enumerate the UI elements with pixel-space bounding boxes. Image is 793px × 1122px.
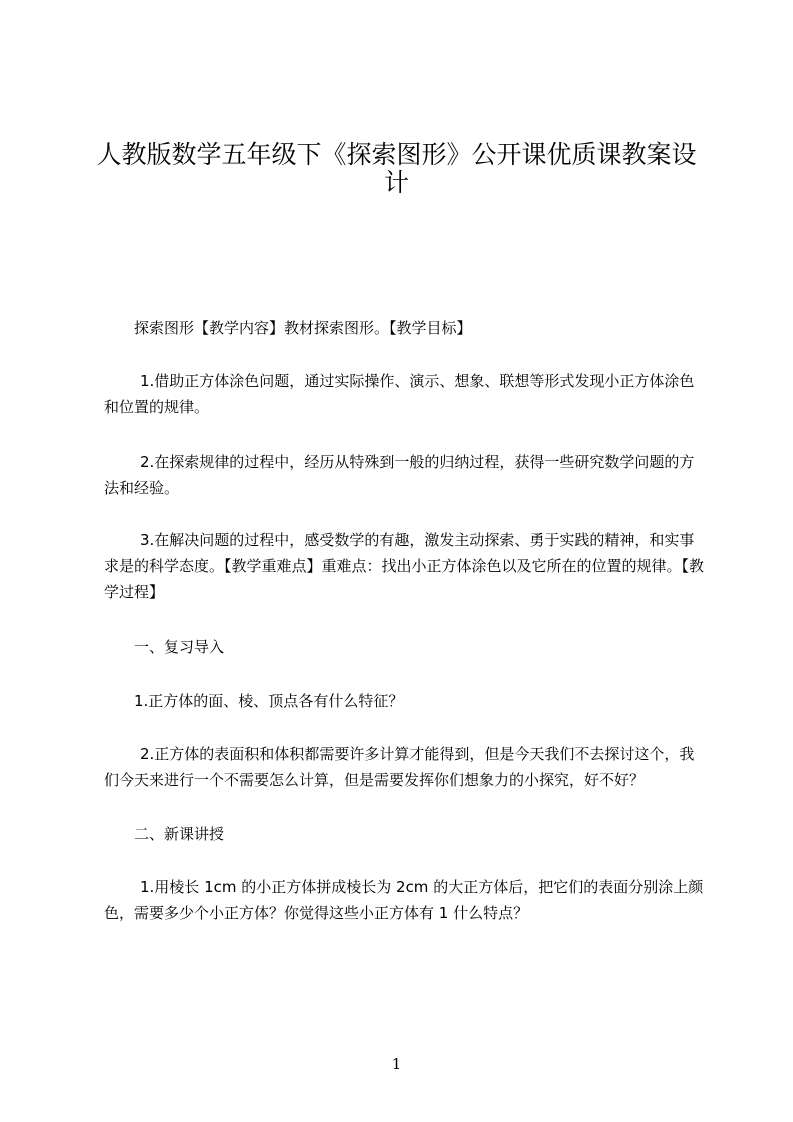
document-title: 人教版数学五年级下《探索图形》公开课优质课教案设计 <box>96 140 697 197</box>
paragraph-text: 一、复习导入 <box>134 638 225 656</box>
paragraph-objective-2 <box>104 449 704 501</box>
paragraph-text: 3.在解决问题的过程中，感受数学的有趣，激发主动探索、勇于实践的精神，和实事求是的科学态度。【教学重难点】重难点：找出小正方体涂色以及它所在的位置的规律。【教学过程】 <box>104 531 705 601</box>
section-heading-new-lesson <box>104 821 704 847</box>
paragraph-text: 2.正方体的表面积和体积都需要许多计算才能得到，但是今天我们不去探讨这个，我们今天来进行一个不需要怎么计算，但是需要发挥你们想象力的小探究，好不好？ <box>104 745 695 789</box>
paragraph-text: 2.在探索规律的过程中，经历从特殊到一般的归纳过程，获得一些研究数学问题的方法和经验。 <box>104 453 695 497</box>
paragraph-review-1 <box>104 688 704 714</box>
page-number: 1 <box>391 1055 402 1073</box>
paragraph-text: 1.正方体的面、棱、顶点各有什么特征？ <box>134 692 404 710</box>
paragraph-intro <box>104 315 704 341</box>
paragraph-review-2 <box>104 741 704 793</box>
paragraph-text: 1.借助正方体涂色问题，通过实际操作、演示、想象、联想等形式发现小正方体涂色和位置的规律。 <box>104 372 695 416</box>
paragraph-objective-3 <box>104 527 704 605</box>
paragraph-text: 探索图形【教学内容】教材探索图形。【教学目标】 <box>134 319 472 337</box>
paragraph-new-lesson-1 <box>104 874 704 926</box>
paragraph-objective-1 <box>104 368 704 420</box>
paragraph-text: 二、新课讲授 <box>134 825 225 843</box>
paragraph-text: 1.用棱长 1cm 的小正方体拼成棱长为 2cm 的大正方体后，把它们的表面分别涂上颜色，需要多少个小正方体？你觉得这些小正方体有 1 什么特点？ <box>104 878 704 922</box>
section-heading-review <box>104 634 704 660</box>
